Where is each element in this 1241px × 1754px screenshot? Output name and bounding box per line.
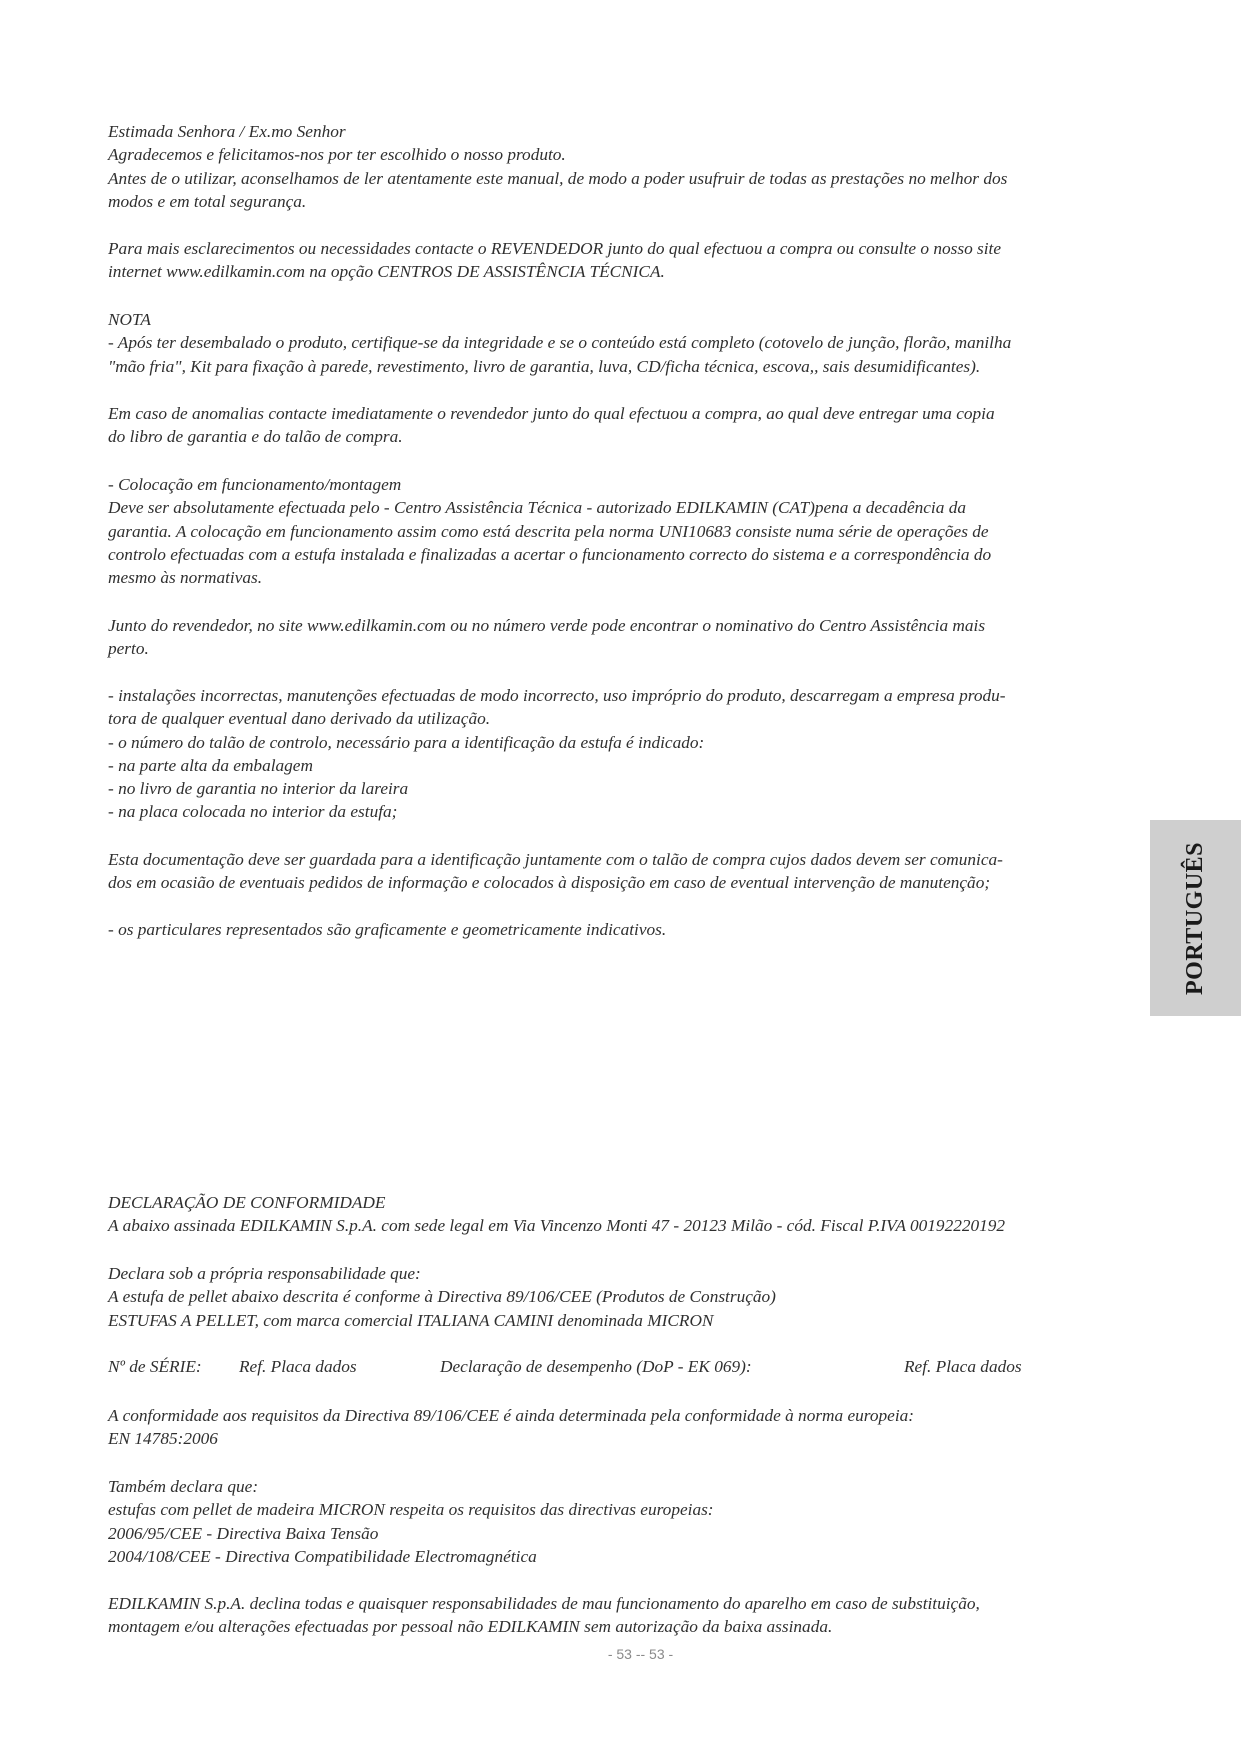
commissioning-text-line-3: controlo efectuadas com a estufa instalada e finalizadas a acertar o funcionamento correcto do sistema e a correspondência do <box>108 544 992 564</box>
contact-section <box>108 237 1148 284</box>
also-declares-line-3: 2004/108/CEE - Directiva Compatibilidade Electromagnética <box>108 1546 537 1566</box>
contact-text-line-2: internet www.edilkamin.com na opção CENTROS DE ASSISTÊNCIA TÉCNICA. <box>108 262 665 282</box>
declaration-company: A abaixo assinada EDILKAMIN S.p.A. com sede legal em Via Vincenzo Monti 47 - 20123 Milão - cód. Fiscal P.IVA 00192220192 <box>108 1216 1006 1236</box>
particulars-section <box>108 918 1148 941</box>
warnings-text-line-3: - o número do talão de controlo, necessário para a identificação da estufa é indicado: <box>108 732 705 752</box>
commissioning-text-line-2: garantia. A colocação em funcionamento assim como está descrita pela norma UNI10683 consiste numa série de operações de <box>108 521 989 541</box>
warnings-section <box>108 684 1148 824</box>
language-label: PORTUGUÊS <box>1182 841 1209 995</box>
also-declares-line-1: estufas com pellet de madeira MICRON respeita os requisitos das directivas europeias: <box>108 1500 714 1520</box>
dealer-section <box>108 614 1148 661</box>
disclaimer-line-1: EDILKAMIN S.p.A. declina todas e quaisquer responsabilidades de mau funcionamento do aparelho em caso de substituição, <box>108 1594 980 1613</box>
serial-row <box>108 1357 1148 1381</box>
dop-label: Declaração de desempenho (DoP - EK 069): <box>440 1357 752 1376</box>
warnings-text-line-4: - na parte alta da embalagem <box>108 755 313 775</box>
anomalies-text-line-2: do libro de garantia e do talão de compra. <box>108 427 403 447</box>
commissioning-text-line-1: Deve ser absolutamente efectuada pelo - Centro Assistência Técnica - autorizado EDILKAMIN (CAT)pena a decadência da <box>108 498 966 518</box>
commissioning-section <box>108 473 1148 589</box>
note-heading: NOTA <box>108 310 151 329</box>
requirements-text-line-2: EN 14785:2006 <box>108 1429 218 1449</box>
disclaimer-line-2: montagem e/ou alterações efectuadas por pessoal não EDILKAMIN sem autorização da baixa assinada. <box>108 1617 833 1637</box>
requirements-text-line-1: A conformidade aos requisitos da Directiva 89/106/CEE é ainda determinada pela conformidade à norma europeia: <box>108 1406 915 1425</box>
documentation-section <box>108 848 1148 895</box>
declaration-statement <box>108 1262 1148 1332</box>
declaration-header <box>108 1191 1148 1238</box>
dealer-text-line-1: Junto do revendedor, no site www.edilkamin.com ou no número verde pode encontrar o nominativo do Centro Assistência mais <box>108 616 986 635</box>
note-section <box>108 308 1148 378</box>
dop-ref: Ref. Placa dados <box>904 1357 1022 1376</box>
note-text-line-2: "mão fria", Kit para fixação à parede, revestimento, livro de garantia, luva, CD/ficha técnica, escova,, sais desumidificantes). <box>108 356 981 376</box>
warnings-text-line-5: - no livro de garantia no interior da lareira <box>108 779 409 799</box>
warnings-text-line-6: - na placa colocada no interior da estufa; <box>108 802 398 822</box>
advice-text-line-2: modos e em total segurança. <box>108 191 307 211</box>
serial-ref: Ref. Placa dados <box>239 1357 357 1376</box>
documentation-text-line-1: Esta documentação deve ser guardada para a identificação juntamente com o talão de compra cujos dados devem ser comunica- <box>108 850 1003 869</box>
also-declares-section <box>108 1475 1148 1568</box>
greeting: Estimada Senhora / Ex.mo Senhor <box>108 122 346 141</box>
language-tab-label-wrap <box>1150 820 1241 1016</box>
advice-text-line-1: Antes de o utilizar, aconselhamos de ler atentamente este manual, de modo a poder usufruir de todas as prestações no melhor dos <box>108 168 1008 188</box>
also-declares-line-2: 2006/95/CEE - Directiva Baixa Tensão <box>108 1523 379 1543</box>
dealer-text-line-2: perto. <box>108 639 149 659</box>
declaration-declares: Declara sob a própria responsabilidade que: <box>108 1264 421 1283</box>
documentation-text-line-2: dos em ocasião de eventuais pedidos de informação e colocados à disposição em caso de eventual intervenção de manutenção; <box>108 873 991 893</box>
warnings-text-line-2: tora de qualquer eventual dano derivado da utilização. <box>108 709 491 729</box>
declaration-product: ESTUFAS A PELLET, com marca comercial ITALIANA CAMINI denominada MICRON <box>108 1310 714 1330</box>
commissioning-heading: - Colocação em funcionamento/montagem <box>108 475 402 494</box>
declaration-heading: DECLARAÇÃO DE CONFORMIDADE <box>108 1193 386 1212</box>
disclaimer-section <box>108 1592 1148 1639</box>
page-number: - 53 -- 53 - <box>607 1646 674 1662</box>
intro-section <box>108 120 1148 213</box>
contact-text-line-1: Para mais esclarecimentos ou necessidades contacte o REVENDEDOR junto do qual efectuou a compra ou consulte o nosso site <box>108 239 1002 258</box>
anomalies-text-line-1: Em caso de anomalias contacte imediatamente o revendedor junto do qual efectuou a compra, ao qual deve entregar uma copia <box>108 404 995 423</box>
serial-label: Nº de SÉRIE: <box>108 1357 202 1376</box>
note-text-line-1: - Após ter desembalado o produto, certifique-se da integridade e se o conteúdo está completo (cotovelo de junção, florão, manilha <box>108 333 1012 353</box>
commissioning-text-line-4: mesmo às normativas. <box>108 568 263 588</box>
also-declares-heading: Também declara que: <box>108 1477 259 1496</box>
thanks-text: Agradecemos e felicitamos-nos por ter escolhido o nosso produto. <box>108 145 566 165</box>
requirements-section <box>108 1404 1148 1451</box>
particulars-text: - os particulares representados são graficamente e geometricamente indicativos. <box>108 920 667 939</box>
anomalies-section <box>108 402 1148 449</box>
declaration-conform: A estufa de pellet abaixo descrita é conforme à Directiva 89/106/CEE (Produtos de Construção) <box>108 1287 776 1307</box>
warnings-text-line-1: - instalações incorrectas, manutenções efectuadas de modo incorrecto, uso impróprio do produto, descarregam a empresa produ- <box>108 686 1006 705</box>
